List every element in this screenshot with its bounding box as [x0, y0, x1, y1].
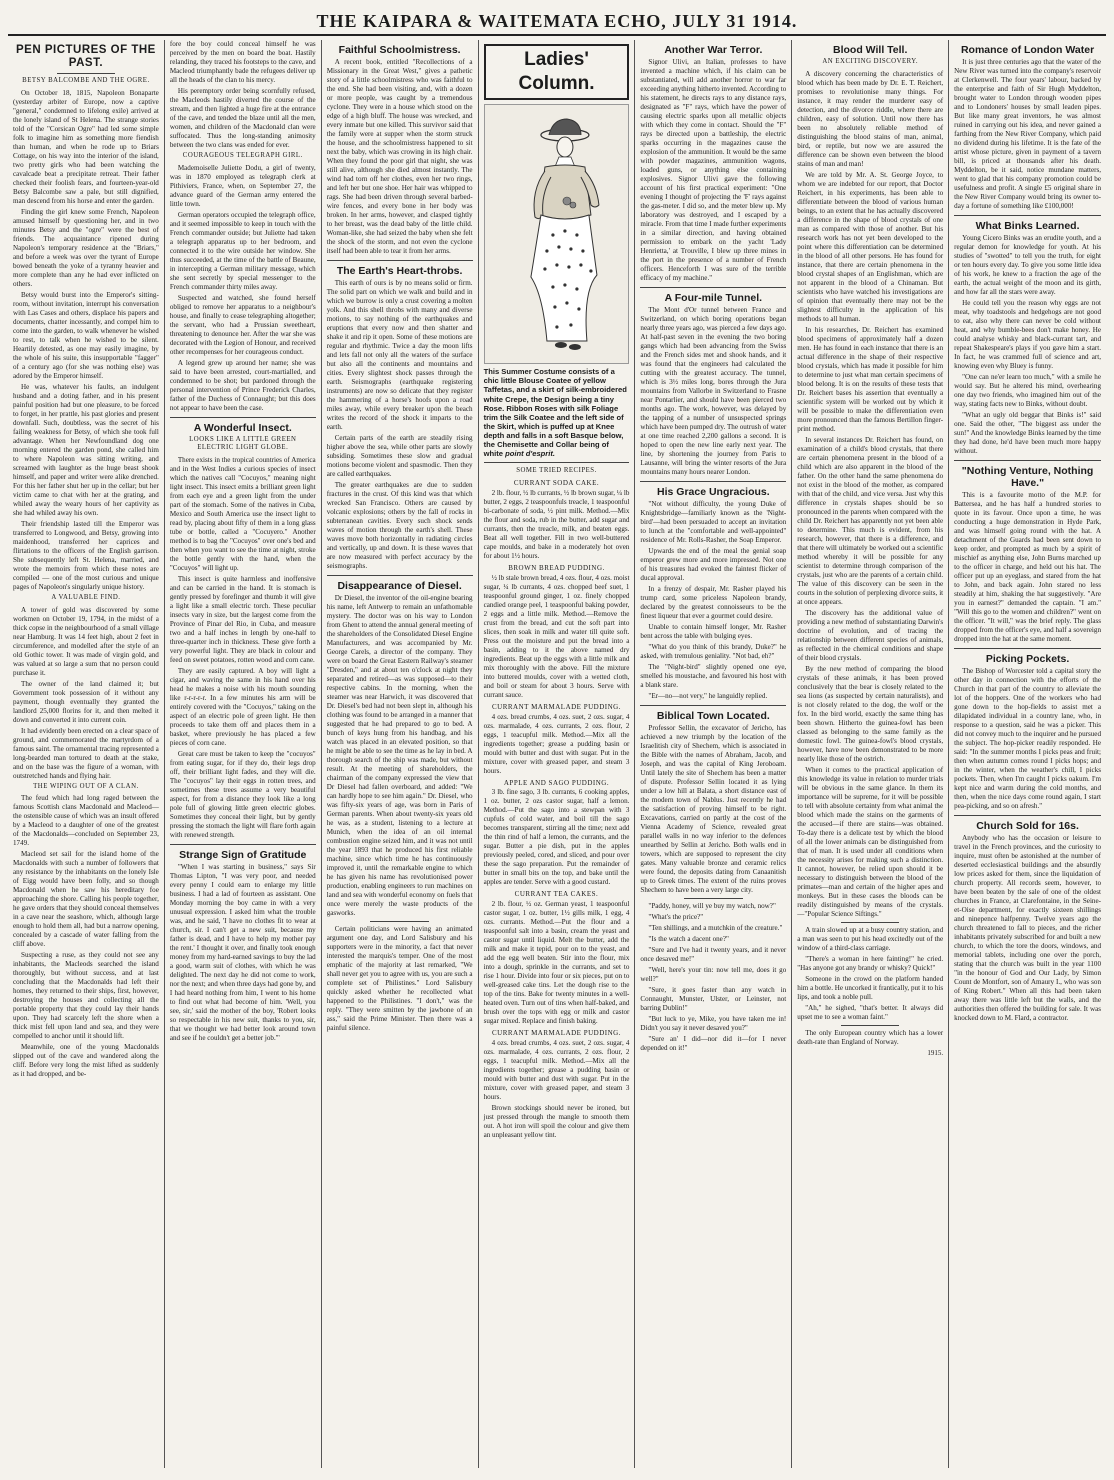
illustration-caption: [484, 367, 630, 458]
paragraph: "What do you think of this brandy, Duke?" he asked, with tremulous geniality. "Not bad, eh?": [640, 643, 787, 661]
article-title: A Wonderful Insect.: [193, 421, 292, 434]
paragraph: Brown stockings should never be ironed, but just pressed through the mangle to smooth them out. A hot iron will spoil the colour and give them an unpleasant yellow tint.: [483, 1104, 630, 1140]
article-title: The Earth's Heart-throbs.: [336, 265, 463, 278]
article-title: Romance of London Water: [960, 44, 1095, 56]
recipe-text: 4 ozs. bread crumbs, 4 ozs. suet, 2 ozs. sugar, 4 ozs. marmalade, 4 ozs. currants, 2 ozs. flour, 2 eggs, 1 teacupful milk. Method.—Mix all the ingredients together; grease a pudding basin or mould with butter and dust with sugar. Put in the mixture, cover with greased paper, and steam 3 hours.: [483, 712, 630, 775]
column-5: [635, 40, 792, 1468]
paragraph: On October 18, 1815, Napoleon Bonaparte (yesterday arbiter of Europe, now a captive "general," condemned to lifelong exile) arrived at the lonely island of St Helena. The strange stories told of the "Corsican Ogre" had led some simple folk to imagine him as something more fiendish than human, and when he rode up to Briars Cottage, on his way into the interior of the island, two pretty girls who had been watching the cavalcade beat a precipitate retreat. Their father checked their foolish fears, and fourteen-year-old Betsy Balcombe saw a pale, but still dignified, man descend from his horse and enter the garden.: [13, 89, 159, 206]
column-1: [8, 40, 165, 1468]
paragraph: The Bishop of Worcester told a capital story the other day in connection with the efforts of the Church in that part of the country to alleviate the lot of the hoppers. One of the workers who had gone down to the hop-fields to assist met a dilapidated individual in a country lane, who, in response to a question, said he was a picker. This did not convey much to the inquirer and he pursued the subject. The hop-picker readily responded. He said: "In the summer months I picks peas and fruit; then when autumn comes round I picks hops; and in the winter, when the weather's chill, I picks pockets. Then, when I'm caught I picks oakum. I'm kept nice and warm during the cold months, and then, when the nice days come round again, I start pea-picking, and so on afresh.": [954, 667, 1101, 811]
paragraph: It had evidently been erected on a clear space of ground, and commemorated the martyrdom of a famous saint. The ornamental tracing represented a long-bearded man tortured to death at the stake, and on the base was the figure of a woman, with outstretched hands and flying hair.: [13, 726, 159, 780]
article-title: Biblical Town Located.: [656, 710, 770, 723]
divider: [57, 73, 115, 74]
paragraph: Signor Ulivi, an Italian, professes to have invented a machine which, if his claim can be substantiated, will add another horror to war far exceeding anything hitherto invented. According to his statement, he directs rays to any distance rays, designated as "F" rays, which have the power of causing electric sparks upon all metallic objects with which they come in contact. Should the "F" rays be directed upon a battleship, the electric sparks occurring in the magazines cause the explosion of the ammunition. It would be the same with powder magazines, ammunition wagons, loaded guns, or anything else containing explosives. Signor Ulivi gave the following account of his first practical experiment: "One evening I thought of projecting the 'F' rays against the gas-meter. I did so, and the meter blew up. My laboratory was destroyed, and I escaped by a miracle. From that time I made further experiments in a similar direction, and having obtained permission to embark on the yacht 'Lady Henrietta,' at Trouville, I blew up three mines in the port in the presence of a number of French officers. Henceforth I was sure of the terrible efficacy of my machine.": [640, 58, 787, 283]
article-subtitle: BETSY BALCOMBE AND THE OGRE.: [22, 77, 150, 85]
paragraph: fore the boy could conceal himself he was perceived by the men on board the boat. Hastily relanding, they traced his footsteps to the cave, and Macleod triumphantly bade the refugees deliver up all the heads of the clan to his mercy.: [169, 40, 316, 84]
article-title: Another War Terror.: [664, 44, 763, 56]
article-title: Blood Will Tell.: [833, 44, 908, 56]
paragraph: Their friendship lasted till the Emperor was transferred to Longwood, and Betsy, growing into maidenhood, transferred her caprices and flirtations to the officers of the English garrison. She subsequently left St. Helena, married, and wrote the memoirs from which these notes are compiled — one of the most curious and unique pages of Napoleon's singularly unique history.: [13, 520, 159, 592]
paragraph: "One can ne'er learn too much," with a smile he would say. But he altered his mind, overhearing one day two friends, who imagined him out of the way, stating facts new to Binks, without doubt.: [954, 373, 1101, 409]
paragraph: A tower of gold was discovered by some workmen on October 19, 1794, in the midst of a thick copse in the neighbourhood of a small village near Hamburg. It was 14 feet high, about 2 feet in circumference, and modelled after the style of an old Gothic tower. It was made of virgin gold, and was valued at so large a sum that no person could purchase it.: [13, 605, 159, 677]
article-title: Strange Sign of Gratitude: [179, 848, 307, 861]
paragraph: The only European country which has a lower death-rate than England of Norway.: [797, 1028, 944, 1046]
columns: [8, 40, 1106, 1468]
paragraph: In his researches, Dr. Reichert has examined blood specimens of approximately half a dozen men. He has found in each instance that there is an actual difference in the shape of their respective blood crystals, which has made it possible for him to determine to just what man certain specimens of blood belong. It is on the results of these tests that Dr. Reichert bases his assertion that eventually a scientific system will be worked out by which it will be possible to make the differentiation even more pronounced than the famous Bertillon finger-print method.: [797, 325, 944, 433]
caption-text: This Summer Costume consists of a chic little Blouse Coatee of yellow Taffetas, and a skirt of silk-embroidered white Crepe, the Design being a tiny Rose. Ribbon Roses with silk Foliage trim the Silk Coatee and the left side of the Skirt, which is puffed up at Knee depth and falls in a soft Basque below, the Chemisette and Collar being of white: [483, 367, 627, 459]
paragraph: Young Cicero Binks was an erudite youth, and a regular demon for knowledge for youth. At his studies of "swotted" to tell you the truth, for eight or ten hours every day. To give you some little idea of his work, he knew to a fraction the age of the earth, the actual weight of the moon and its girth, and how far all the stars were away.: [954, 234, 1101, 297]
paragraph: "When I was starting in business," says Sir Thomas Lipton, "I was very poor, and needed every penny I could earn to enlarge my little business. I had a lad of fourteen as assistant. One Monday morning the boy came in with a very unusual expression. I asked him what the trouble was, and he said, 'I have no clothes fit to wear at church, sir. I can't get a new suit, because my father is dead, and I have to help my mother pay the rent.' I thought it over, and finally took enough money from my hard-earned savings to buy the lad a good, warm suit of clothes, with which he was delighted. The next day he did not come to work, nor the next; and when three days had gone by, and I had heard nothing from him, I went to his home to find out what had become of him. 'Well, you see, sir,' said the mother of the boy, 'Robert looks so respectable in his new suit, thanks to you, sir, that we thought we had better look around town and see if he couldn't get a better job.'": [169, 863, 316, 1042]
paragraph: "Sure, it goes faster than any watch in Connaught, Munster, Ulster, or Leinster, not barring Dublin!": [640, 986, 787, 1013]
article-title: Church Sold for 16s.: [976, 820, 1079, 833]
section-heading: SOME TRIED RECIPES.: [516, 467, 597, 475]
caption-emphasis: point d'esprit.: [505, 449, 556, 459]
paragraph: Upwards the end of the meal the genial soap emperor grew more and more impressed. Not one of his treasures had evoked the faintest flicker of ducal approval.: [640, 547, 787, 583]
column-3: [322, 40, 479, 1468]
paragraph: The owner of the land claimed it; but Government took possession of it without any payment, though eventually they granted the landlord 25,000 florins for it, and then melted it down and converted it into current coin.: [13, 679, 159, 724]
paragraph: "There's a woman in here fainting!" he cried. "Has anyone got any brandy or whisky? Quick!": [797, 954, 944, 972]
paragraph: There exists in the tropical countries of America and in the West Indies a curious species of insect which the natives call "Cocuyos," meaning night light insect. This insect emits a brilliant green light from each eye and a green light from the under part of the stomach. Some of the natives in Cuba, Mexico and South America use the insect light to read by, placing about fifty of them in a long glass tube or bottle, called a "Cocuyero." Another method is to bag the "Cocuyos" over one's bed and then when you want to see the time at night, stroke the bottle gently with the hand, when the "Cocuyos" will light up.: [169, 455, 316, 572]
paragraph: We are told by Mr. A. St. George Joyce, to whom we are indebted for our report, that Doctor Reichert, in his experiments, has been able to differentiate between the blood of various human beings, to an extent that he has actually discovered a difference in the shape of blood crystals of one man as compared with those of another. But his research work has not yet been developed to the point where this differentiation can be determined in the blood of all other persons. He has found for instance, that there are certain phenomena in the blood crystal shapes of an Englishman, which are not apparent in the blood of a Chinaman. But scientists who have watched his investigations are of opinion that eventually there may not be the slightest difficulty in the application of his methods to all human.: [797, 170, 944, 323]
paragraph: "What an ugly old beggar that Binks is!" said one. Said the other, "The biggest ass under the sun!" And the knowledge Binks learned by the time they had done, he'd have been much more happy without.: [954, 411, 1101, 456]
paragraph: "Well, here's your tin: now tell me, does it go well?": [640, 966, 787, 984]
divider: [684, 898, 742, 899]
paragraph: "Paddy, honey, will ye buy my watch, now?": [648, 902, 776, 911]
paragraph: He was, whatever his faults, an indulgent husband and a doting father, and in his present painful position had but one pleasure, to be forced to forget, in her prattle, his past glories and present downfall. Such, doubtless, was the secret of his failing weakness for Betsy, of which she took full advantage. When her Newfoundland dog one morning entered the garden pond, she called him to where Napoleon was sitting writing, and screamed with laughter as the huge beast shook himself, and paper and writer were alike drenched. For this her father shut her up in the cellar; but her victim came to chat with her at the grating, and whiled away the weary hours of her captivity as she had whiled away his own.: [13, 383, 159, 518]
paragraph: "Ah," he sighed, "that's better. It always did upset me to see a woman faint.": [797, 1003, 944, 1021]
recipe-text: 3 lb. fine sago, 3 lb. currants, 6 cooking apples, 1 oz. butter, 2 ozs castor sugar, half a lemon. Method.—Put the sago into a stewpan with 3 cupfuls of cold water, and boil till the sago becomes transparent, stirring all the time; next add the thin rind of half a lemon, the currants, and the sugar. Butter a pie dish, put in the apples previously peeled, cored, and sliced, and pour over these the sago preparation. Put the remainder of butter in small bits on the top, and bake until the apples are tender. Serve with a good custard.: [483, 788, 630, 887]
paragraph: Dr Diesel, the inventor of the oil-engine bearing his name, left Antwerp to remain an unfathomable mystery. The doctor was on his way to London from Ghent to attend the annual general meeting of the shareholders of the Consolidated Diesel Engine Manufacturers, and was accompanied by Mr. George Carels, a director of the company. They were on board the Great Eastern Railway's steamer "Dresden," and at about ten o'clock at night they separated and retired—as was supposed—to their respective cabins. In the morning, when the steamer was near Harwich, it was discovered that Dr. Diesel's bed had not been slept in, although his clothing was found to be arranged in a manner that suggested that he had prepared to go to bed. A bunch of keys hung from his handbag, and his watch was placed in an elevated position, so that he might be able to see the time as he lay in bed. A thorough search of the ship was made, but without result. At the meeting of shareholders, the chairman of the company expressed the view that Dr Diesel had fallen overboard, and added: "We can hardly hope to see him again." Dr. Diesel, who was fifty-six years of age, was born in Paris of German parents. When about twenty-six years old he was, as a student, listening to a lecture at Munich, when the idea of an oil internal combustion engine seized him, and it was not until the year 1893 that he produced his first reliable machine, since which time he has continuously improved it, until the remarkable engine to which he has given his name has revolutionised power production, enabling engineers to run machines on land and sea with wonderful economy on fuels that once were merely the waste products of the gasworks.: [326, 594, 473, 918]
article-subtitle: LOOKS LIKE A LITTLE GREEN ELECTRIC LIGHT GLOBE.: [189, 435, 297, 452]
paragraph: Meanwhile, one of the young Macdonalds slipped out of the cave and wandered along the cliff. Before very long the mist lifted as suddenly as it had dropped, and be-: [13, 1043, 159, 1079]
paragraph: The Mont d'Or tunnel between France and Switzerland, on which boring operations began nearly three years ago, was pierced a few days ago. At half-past seven in the evening the two boring gangs which had been advancing from the Swiss and the French sides met and shook hands, and it was found that the engineers had calculated the cutting with the greatest accuracy. The tunnel, which is 3½ miles long, bores through the Jura mountains from Vallorbe in Switzerland to Frasne near Pontarlier, and should have been pierced two months ago. The work, however, was delayed by the tapping of a number of unsuspected springs which have been pumped dry. The outrush of water at one time reached 2,200 gallons a second. It is hoped to open the new line early next year. The line, by shortening the journey from Paris to Lausanne, will bring the winter resorts of the Jura mountains many hours nearer London.: [640, 306, 787, 477]
divider: [640, 287, 786, 288]
paragraph: In several instances Dr. Reichert has found, on examination of a child's blood crystals, that there are certain phenomena present in the blood of a child which are also apparent in the blood of the father. On the other hand the same phenomena do not exist in the blood of the mother, as compared with that of the child, and vice versa. Just why this difference in crystals shapes should be so pronounced in the parents when compared with the child Dr. Reichert has apparently not yet been able to determine. This much is evident, from his research, however, that there is a difference, and that there will ultimately be worked out a scientific method whereby it will be possible for any scientist to determine through comparison of the crystals, just who are the parents of a certain child. The value of this discovery can be seen in the courts in the solution of perplexing divorce suits, it at once appears.: [797, 435, 944, 606]
divider: [170, 844, 316, 845]
paragraph: In a frenzy of despair, Mr. Rasher played his trump card, some priceless Napoleon brandy, declared by the greatest connoisseurs to be the finest liqueur that ever a gourmet could desire.: [640, 585, 787, 621]
ladies-column-title: Ladies' Column.: [484, 44, 630, 100]
paragraph: By the new method of comparing the blood crystals of these animals, it has been proved conclusively that the bear is closely related to the sea lions (as suspected by certain naturalists), and is not closely related to the dog, the wolf or the fox. In the bird world, exactly the same thing has been shown. Hitherto the guinea-fowl has been classed as belonging to the same family as the domestic fowl. The guinea-fowl's blood crystals, however, have now been demonstrated to be more nearly like those of the ostrich.: [797, 664, 944, 763]
paragraph: His peremptory order being scornfully refused, the Macleods hastily diverted the course of the stream, and then lighted a huge fire at the entrance of the cave, and tended the blaze until all the men, women, and children of the Macdonald clan were suffocated. Thus the long-standing animosity between the two clans was ended for ever.: [169, 87, 316, 149]
paragraph: Finding the girl knew some French, Napoleon amused himself by questioning her, and in two minutes Betsy and the "ogre" were the best of friends. The acquaintance ripened during Napoleon's temporary residence at the "Briars," and before a week was over the tyrant of Europe bowed beneath the yoke of a tyranny heavier and more complete than any he had ever inflicted on others.: [13, 208, 159, 289]
paragraph: "Is the watch a dacent one?": [648, 935, 729, 944]
recipe-title: CURRANT TEA CAKES.: [514, 890, 599, 899]
paragraph: Macleod set sail for the island home of the Macdonalds with such a number of followers that any resistance by the inhabitants on the lonely Isle of Eigg would have been folly, and so though Macdonald when he saw his hereditary foe approaching the shore. Calling his people together, he gave orders that they should conceal themselves in a cave near the seashore, which, although large enough to hold them all, had but a narrow opening, concealed by a cascade of water falling from the cliff above.: [13, 850, 159, 949]
divider: [954, 648, 1101, 649]
article-subtitle: AN EXCITING DISCOVERY.: [822, 58, 919, 66]
paragraph: "Not without difficulty, the young Duke of Knightsbridge—familiarly known as the 'Night-bird'—had been persuaded to accept an invitation to lunch at the "comfortable and well-appointed" residence of Mr. Rolls-Rasher, the Soap Emperor.: [640, 500, 787, 545]
paragraph: The feud which had long raged between the famous Scottish clans Macdonald and Macleod—the ostensible cause of which was an insult offered by a Macleod to a daughter of one of the greatest of the Macdonalds—concluded on September 23, 1749.: [13, 794, 159, 848]
paragraph: Unable to contain himself longer, Mr. Rasher bent across the table with bulging eyes.: [640, 623, 787, 641]
paragraph: A legend grew up around her name; she was said to have been arrested, court-martialled, and condemned to be shot; but pardoned through the personal intervention of Prince Frederick Charles, father of the Duchess of Connaught; but this does not appear to have been the case.: [169, 358, 316, 412]
recipe-title: CURRANT SODA CAKE.: [513, 478, 600, 487]
article-title: His Grace Ungracious.: [657, 486, 770, 499]
column-4: [479, 40, 636, 1468]
paragraph: A discovery concerning the characteristics of blood which has been made by Dr. E. T. Reichert, promises to revolutionise many things. For instance, it may render the murderer easy of detection, and the divorce riddle, where there are children, easy of solution. Until now there has been no absolutely reliable method of distinguishing the blood stains of man, animal, bird, or reptile, but now we are assured the difference can be shown even between the blood stains of man and man!: [797, 69, 944, 168]
paragraph: This is a favourite motto of the M.P. for Battersea, and he has half a hundred stories to quote in its favour. Once upon a time, he was conducting a huge demonstration in Hyde Park, and was himself going round with the hat. A detachment of the Guards had been sent down to keep order, and prompted as much by a spirit of mischief as anything else, John Burns marched up to the officer in charge, and held out his hat. The officer put up an eyeglass, and stared from the hat to John, and back again. John stared no less steadily at him, shaking the hat suggestively. "Are you in earnest?" demanded the captain. "I am." "Will this go to the women and children?" went on the officer. "It will," was the brief reply. The glass dropped from the officer's eye, and half a sovereign dropped into the hat at the same moment.: [954, 491, 1101, 644]
paragraph: Certain politicians were having an animated argument one day, and Lord Salisbury and his supporters were in the minority, a fact that never interested the marquis's temper. One of the most emphatic of the majority at last remarked, "We shall never get you to agree with us, you are such a complete set of Philistines." Lord Salisbury quickly asked whether he recollected what happened to the Philistines. "I don't," was the reply. "They were smitten by the jawbone of an ass," said the Prime Minister. Then there was a painful silence.: [326, 925, 473, 1033]
paragraph: It is just three centuries ago that the water of the New River was turned into the company's reservoir at Clerkenwell. The four years' labour, backed by the enterprise and faith of Sir Hugh Myddelton, brought water to London through wooden pipes and to Londoners' houses by small leaden pipes. But like many great inventors, he was almost ruined in carrying out his idea, and never gained a farthing from the New River Company, which paid no dividend during his lifetime. It is the fate of the artist whose picture, given in payment of a tavern bill, is priced at thousands after his death. Myddelton, be it said, notice mundane matters, went to glad that his company promotion could be usefulness and profit. A single £5 original share in the New River Company would bring its owner to-day a fortune of something like £100,000!: [954, 58, 1101, 211]
paragraph: "Er—no—not very," he languidly replied.: [648, 692, 768, 701]
section-heading: THE WIPING OUT OF A CLAN.: [33, 782, 139, 790]
paragraph: "What's the price?": [648, 913, 704, 922]
paragraph: Betsy would burst into the Emperor's sitting-room, without invitation, interrupt his conversation with Las Cases and others, displace his papers and documents, chatter incessantly, and compel him to come into the garden, to walk whenever he wished to rest, to talk when he wished to be silent. Heartily detested, as one may easily imagine, by the whole of his suite, this insupportable "fagger" of a century ago (for she was nothing else) was adored by the Emperor himself.: [13, 291, 159, 381]
divider: [841, 922, 899, 923]
recipe-title: APPLE AND SAGO PUDDING.: [503, 778, 610, 787]
paragraph: Anybody who has the occasion or leisure to travel in the French provinces, and the curiosity to inquire, must often be astonished at the number of deserted ecclesiastical buildings and the absurdly low prices asked for them, since the liquidation of church property. All records seem, however, to have been beaten by the sale of one of the oldest churches in France, at Clarefontaine, in the Seine-et-Oise department, for exactly sixteen shillings and ninepence halfpenny. Twelve years ago the church threatened to fall to pieces, and the richer inhabitants privately subscribed for and built a new church, to which the tore the doors, windows, and memorial tablets, including one over the porch, stating that the church was built in the year 1100 "in the honour of God and Our Lady, by Simon Count de Montfort, son of Amaury I., who was son of King Robert." When all this had been taken away there was little left but the walls, and the authorities then offered the building for sale. It was knocked down to M. Flard, a contractor.: [954, 834, 1101, 1023]
divider: [327, 575, 473, 576]
paragraph: Suspecting a ruse, as they could not see any inhabitants, the Macleods searched the island thoroughly, but without success, and at last concluding that the Macdonalds had left their homes, they returned to their ships, first, however, destroying the houses and collecting all the portable property that they could lay their hands upon. They had scarcely left the shore when a thick mist fell upon land and sea, and they were compelled to anchor until it should lift.: [13, 951, 159, 1041]
paragraph: Someone in the crowd on the platform handed him a bottle. He uncorked it frantically, put it to his lips, and took a noble pull.: [797, 974, 944, 1001]
divider: [170, 417, 316, 418]
paragraph: "Sure and I've had it twenty years, and it never once desaved me!": [640, 946, 787, 964]
recipe-text: 4 ozs. bread crumbs, 4 ozs. suet, 2 ozs. sugar, 4 ozs. marmalade, 4 ozs. currants, 2 ozs. flour, 2 eggs, 1 teacupful milk. Method.—Mix all the ingredients together; grease a pudding basin or mould with butter and dust with sugar. Put in the mixture, cover with greased paper, and steam 3 hours.: [483, 1039, 630, 1102]
divider: [370, 921, 428, 922]
article-title: A Four-mile Tunnel.: [664, 292, 763, 305]
divider: [841, 1025, 899, 1026]
divider: [327, 260, 473, 261]
paragraph: He could tell you the reason why eggs are not meat, why toadstools and hedgehogs are not good to eat, also why there can never be cold without heat, and why bumble-bees don't make honey. He could analyse whisky and black-currant tart, and repeat Shakespeare's plays if you gave him a start. In fact, he was crammed full of science and art, knowing even why Bluey is funny.: [954, 299, 1101, 371]
paragraph: Professor Sellin, the excavator of Jericho, has achieved a new triumph by the location of the Israelitish city of Shechem, which is associated in the Bible with the names of Abraham, Jacob, and Joseph, and was the capital of King Jeroboam. Until lately the site of Shechem has been a matter of dispute. Professor Sellin located it as lying under a low hill at Balata, a short distance east of the modern town of Nablus. Just recently he had the satisfaction of proving himself to be right. Excavations, carried on partly at the cost of the Vienna Academy of Science, revealed great parallel walls in no way inferior to the defences unearthed by Sellin at Jericho. Both walls end in towers, which are supposed to represent the city gates. Many valuable bronze and ceramic relics were found, the deposits dating from Canaanitish up to Greek times. The extent of the ruins proves Shechem to have been a very large city.: [640, 724, 787, 895]
article-title: Faithful Schoolmistress.: [338, 44, 461, 56]
masthead: THE KAIPARA & WAITEMATA ECHO, JULY 31 1914.: [8, 8, 1106, 36]
paragraph: When it comes to the practical application of this knowledge its value in relation to murder trials will be obvious in the same glance. In them its importance will be supreme, for it will be possible to tell with absolute certainty from what animal the blood which made the stains on the garments of the accused—if there are stains—was obtained. To-day there is a delicate test by which the blood of all the lower animals can be distinguished from that of man. It is used under all conditions when the necessity arises for making such a distinction. It cannot, however, be relied upon should it be necessary to distinguish between the blood of the primates—man and certain of the higher apes and monkeys. But in these cases the bloods can be readily distinguished by means of the crystals.—"Popular Science Siftings.": [797, 765, 944, 918]
article-title: What Binks Learned.: [975, 220, 1080, 233]
paragraph: Mademoiselle Juliette Dodu, a girl of twenty, was in 1870 employed as telegraph clerk at Pithiviers, France, when, on September 27, the advance guard of the German army entered the little town.: [169, 163, 316, 208]
section-heading: A VALUABLE FIND.: [51, 594, 121, 602]
divider: [640, 481, 786, 482]
column-2: [165, 40, 322, 1468]
paragraph: They are easily captured. A boy will light a cigar, and waving the same in his hand over his head he makes a noise with his mouth sounding like r-r-r-r-r. In a few minutes his arm will be entirely covered with the "Cocuyos," taking on the aspect of an electric pole of green light. He then proceeds to take them off and places them in a basket, where previously he has placed a few pieces of corn cane.: [169, 666, 316, 747]
paragraph: This earth of ours is by no means solid or firm. The solid part on which we walk and build and in which we burrow is only a crust covering a molten yolk. And this shell throbs with many and diverse motions, to say nothing of the earthquakes and eruptions that every now and then shatter and shake it and rip it open. Some of these motions are regular and rhythmic. Twice a day the moon lifts and lets fall not only all the waters of the surface but also all the continents and mountains and cities. Every slightest shock passes through the earth. Seismographs (earthquake registering instruments) are now so delicate that they register the hammering of a horse's hoofs upon a road miles away, while every breaker upon the beach writes the record of the shock it imparts to the earth.: [326, 279, 473, 432]
paragraph: "Sure an' I did—nor did it—for I never depended on it!": [640, 1035, 787, 1053]
paragraph: German operators occupied the telegraph office, and it seemed impossible to keep in touch with the French commander outside; but Juliette had taken a telegraph apparatus up to her bedroom, and connected it to the wire outside her window. She thus succeeded, at the time of the battle of Beaune, in intercepting a German military message, which she sent secretly by special messenger to the French commander thirty miles away.: [169, 210, 316, 291]
paragraph: Suspected and watched, she found herself obliged to remove her apparatus to a neighbour's house, and finally to cease telegraphing altogether; the servant, who had a Prussian sweetheart, threatening to denounce her. After the war she was decorated with the Legion of Honour, and received other recompenses for her courageous conduct.: [169, 293, 316, 356]
divider: [954, 815, 1101, 816]
paragraph: "Ten shillings, and a mutchkin of the creature.": [648, 924, 783, 933]
article-title: "Nothing Venture, Nothing Have.": [961, 465, 1094, 490]
paragraph: Certain parts of the earth are steadily rising higher above the sea, while other parts are slowly subsiding. Sometimes these slow and gradual motions become violent and spasmodic. Then they are called earthquakes.: [326, 434, 473, 479]
article-title: PEN PICTURES OF THE PAST.: [15, 44, 156, 70]
fashion-illustration: [484, 104, 630, 364]
column-7: [949, 40, 1106, 1468]
paragraph: The greater earthquakes are due to sudden fractures in the crust. Of this kind was that which wrecked San Francisco. Others are caused by volcanic explosions; others by the fall of rocks in subterranean cavities. Every such shock sends waves of motion through the earth's shell. These waves move both horizontally in radiating circles and vertically, up and down. It is these waves that are now measured with perfect accuracy by the seismographs.: [326, 481, 473, 571]
article-title: Disappearance of Diesel.: [337, 580, 462, 593]
recipe-title: BROWN BREAD PUDDING.: [508, 563, 605, 572]
recipe-text: 2 lb. flour, ½ lb currants, ½ lb brown sugar, ¼ lb butter, 2 eggs, 2 teaspoonfuls treacle, 1 teaspoonful bi-carbonate of soda, ½ pint milk. Method.—Mix the flour and soda, rub in the butter, add sugar and currants, then the treacle, milk, and beaten eggs. Beat all well together. Fill in two well-buttered cape moulds, and bake in a moderately hot oven for about 1½ hours.: [483, 488, 630, 560]
section-heading: COURAGEOUS TELEGRAPH GIRL.: [182, 152, 303, 159]
paragraph: Great care must be taken to keep the "cocuyos" from eating sugar, for if they do, their legs drop off, their brilliant light fades, and they will die. The "cocuyos" lay their eggs in rotten trees, and sometimes these trees assume a very beautiful aspect, for from a distance they look like a long pole full of glowing little green electric globes. Sometimes they conceal their light, but by gently pressing the stomach the light will flare forth again with renewed strength.: [169, 749, 316, 839]
paragraph: A train slowed up at a busy country station, and a man was seen to put his head excitedly out of the window of a third-class carriage.: [797, 925, 944, 952]
article-title: Picking Pockets.: [985, 653, 1070, 666]
recipe-text: ½ lb stale brown bread, 4 ozs. flour, 4 ozs. moist sugar, ¼ lb currants, 4 ozs. chopped beef suet, 1 teaspoonful ground ginger, 1 oz. finely chopped candied orange peel, 1 teaspoonful baking powder, 2 eggs and a little milk. Method.—Remove the crust from the bread, and cut the soft part into slices, then soak in milk and water till quite soft. Press out the moisture and put the bread into a basin, adding to it the above named dry ingredients. Beat up the eggs with a little milk and mix thoroughly with the above. Fill the mixture into buttered moulds, cover with a wetted cloth, and boil or steam for about 3 hours. Serve with currant sauce.: [483, 573, 630, 699]
recipe-title: CURRANT MARMALADE PUDDING.: [492, 1029, 621, 1038]
column-6: [792, 40, 949, 1468]
paragraph: A recent book, entitled "Recollections of a Missionary in the Great West," gives a pathetic story of a little schoolmistress who was faithful to the end. She had been visiting, and, with a dozen or more people, was caught by a tremendous cyclone. They were in a house which stood on the edge of a high bluff. The house was wrecked, and every inmate but one killed. This survivor said that the family were at supper when the storm struck the house, and the schoolmistress happened to sit next the baby, which was crowing in its high chair. When they found the poor girl that night, she was still alive, although she died almost instantly. The wind had torn off her clothes, even her two rings, and left her but one shoe. Her hair was whipped to rags. She had been driven through several barbed-wire fences, and every bone in her body was broken. In her arms, however, and clasped tightly to her breast, was the dead baby of the little child. Woman-like, she had seized the baby when she felt the shock of the storm, and not even the cyclone itself had been able to tear it from her arms.: [326, 58, 473, 256]
divider: [954, 215, 1101, 216]
recipe-title: CURRANT MARMALADE PUDDING.: [492, 702, 621, 711]
paragraph: The discovery has the additional value of providing a new method of substantiating Darwin's doctrine of evolution, and of tracing the relationship between different species of animals, as reflected in the chemical conditions and shape of their blood crystals.: [797, 608, 944, 662]
recipe-text: 2 lb. flour, ½ oz. German yeast, 1 teaspoonful castor sugar, 1 oz. butter, 1½ gills milk, 1 egg, 4 ozs. currants. Method.—Put the flour and a teaspoonful salt into a basin, cream the yeast and castor sugar until liquid. Melt the butter, add the milk and make it tepid, pour on to the yeast, and add the egg well beaten. Stir into the flour, mix into a dough, sprinkle in the currants, and set to rise 1 hour. Divide into four or six pieces, put on to well-greased cake tins. Let the dough rise to the top of the tins. Bake for twenty minutes in a well-heated oven. Turn out of tins when half-baked, and brush over the tops with egg or milk and castor sugar mixed. Replace and finish baking.: [483, 900, 630, 1026]
woman-figure-illustration: [485, 105, 629, 363]
divider: [954, 460, 1101, 461]
paragraph: The "Night-bird" slightly opened one eye, smelled his moustache, and favoured his host with a blank stare.: [640, 663, 787, 690]
footer-date: 1915.: [927, 1048, 944, 1057]
paragraph: "But luck to ye, Mike, you have taken me in! Didn't you say it never desaved you?": [640, 1015, 787, 1033]
divider: [640, 705, 786, 706]
paragraph: This insect is quite harmless and inoffensive and can be carried in the hand. It is stomach is gently pressed by forefinger and thumb it will give a light like a small electric torch. These peculiar insects vary in size, but the largest come from the Province of Pinar del Rio, in Cuba, and measure two and a half inches in length by one-half to three-quarter inch in thickness. These give forth a very powerful light. They are black in colour and feed on sweet potatoes, rotten wood and corn cane.: [169, 574, 316, 664]
divider: [484, 462, 630, 463]
